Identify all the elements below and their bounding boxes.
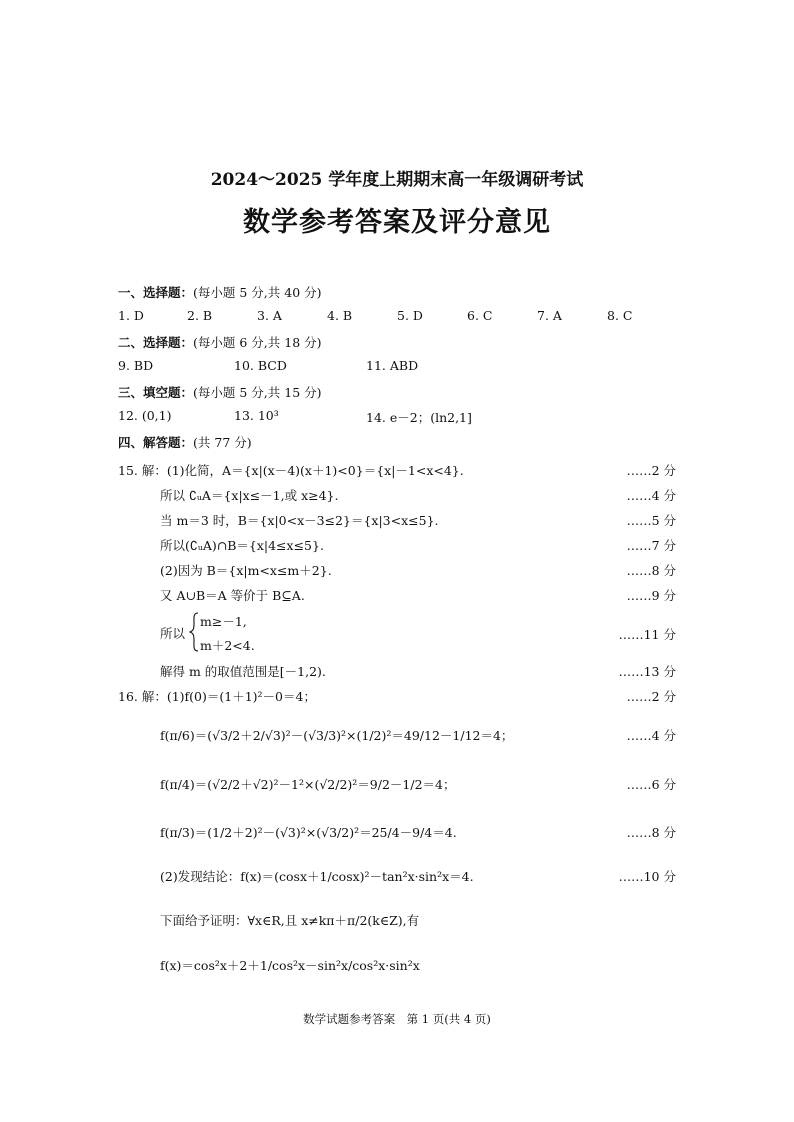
- exam-subtitle: 2024～2025 学年度上期期末高一年级调研考试: [210, 170, 584, 190]
- answer-item: 11. ABD: [366, 358, 419, 373]
- score-marker: ……5 分: [626, 513, 676, 528]
- formula-line: f(π/4)＝(√2/2＋√2)²－1²×(√2/2)²＝9/2－1/2＝4；: [160, 777, 456, 792]
- section-heading-solutions: [118, 433, 252, 451]
- solution-line: 所以: [160, 626, 186, 641]
- page-footer: 数学试题参考答案 第 1 页(共 4 页): [303, 1012, 491, 1026]
- answer-item: 10. BCD: [234, 358, 287, 373]
- answer-item: 13. 10³: [234, 408, 279, 423]
- section-heading-fill: [118, 383, 322, 401]
- score-marker: ……10 分: [618, 869, 676, 884]
- score-marker: ……7 分: [626, 538, 676, 553]
- answer-item: 12. (0,1): [118, 408, 172, 423]
- solution-line: (2)因为 B＝{x|m<x≤m＋2}.: [160, 563, 332, 578]
- section-heading-multi: [118, 333, 322, 351]
- solution-line: 当 m＝3 时，B＝{x|0<x－3≤2}＝{x|3<x≤5}.: [160, 513, 439, 528]
- solution-line: 所以 ∁ᵤA＝{x|x≤－1,或 x≥4}.: [160, 488, 339, 503]
- solution-line: 16. 解：(1)f(0)＝(1＋1)²－0＝4；: [118, 689, 316, 704]
- inequality-system: [160, 612, 360, 656]
- solution-line: 下面给予证明：∀x∈R,且 x≠kπ＋π/2(k∈Z),有: [160, 913, 420, 928]
- answer-item: 4. B: [327, 308, 353, 323]
- score-marker: ……4 分: [626, 488, 676, 503]
- answer-item: 14. e－2；(ln2,1]: [366, 410, 472, 425]
- answer-item: 2. B: [187, 308, 213, 323]
- answer-item: 1. D: [118, 308, 144, 323]
- score-marker: ……11 分: [618, 627, 676, 642]
- section-note: (每小题 5 分,共 15 分): [193, 385, 322, 400]
- solution-line: 所以(∁ᵤA)∩B＝{x|4≤x≤5}.: [160, 538, 324, 553]
- section-label: 四、解答题：: [118, 435, 194, 450]
- answer-item: 6. C: [467, 308, 493, 323]
- section-label: 二、选择题：: [118, 335, 194, 350]
- brace-icon: [189, 612, 199, 652]
- score-marker: ……8 分: [626, 825, 676, 840]
- score-marker: ……6 分: [626, 777, 676, 792]
- formula-line: f(π/3)＝(1/2＋2)²－(√3)²×(√3/2)²＝25/4－9/4＝4.: [160, 825, 457, 840]
- score-marker: ……2 分: [626, 689, 676, 704]
- section-note: (每小题 5 分,共 40 分): [193, 285, 322, 300]
- score-marker: ……4 分: [626, 728, 676, 743]
- system-line-top: m≥－1,: [200, 614, 247, 629]
- score-marker: ……8 分: [626, 563, 676, 578]
- answer-item: 5. D: [397, 308, 423, 323]
- score-marker: ……2 分: [626, 463, 676, 478]
- answer-item: 8. C: [607, 308, 633, 323]
- answer-item: 7. A: [537, 308, 562, 323]
- section-label: 三、填空题：: [118, 385, 194, 400]
- formula-line: f(x)＝cos²x＋2＋1/cos²x－sin²x/cos²x·sin²x: [160, 958, 420, 973]
- score-marker: ……13 分: [618, 664, 676, 679]
- formula-line: (2)发现结论：f(x)＝(cosx＋1/cosx)²－tan²x·sin²x＝4.: [160, 869, 474, 884]
- section-note: (共 77 分): [193, 435, 252, 450]
- solution-line: 又 A∪B＝A 等价于 B⊆A.: [160, 588, 305, 603]
- section-label: 一、选择题：: [118, 285, 194, 300]
- solution-line: 解得 m 的取值范围是[－1,2).: [160, 664, 326, 679]
- solution-line: 15. 解：(1)化简，A＝{x|(x－4)(x＋1)<0}＝{x|－1<x<4}.: [118, 463, 464, 478]
- page-title: 数学参考答案及评分意见: [243, 207, 551, 238]
- formula-line: f(π/6)＝(√3/2＋2/√3)²－(√3/3)²×(1/2)²＝49/12－1/12＝4；: [160, 728, 514, 743]
- section-note: (每小题 6 分,共 18 分): [193, 335, 322, 350]
- system-line-bottom: m＋2<4.: [200, 638, 255, 653]
- answer-item: 3. A: [257, 308, 282, 323]
- score-marker: ……9 分: [626, 588, 676, 603]
- section-heading-choice: [118, 283, 322, 301]
- answer-item: 9. BD: [118, 358, 154, 373]
